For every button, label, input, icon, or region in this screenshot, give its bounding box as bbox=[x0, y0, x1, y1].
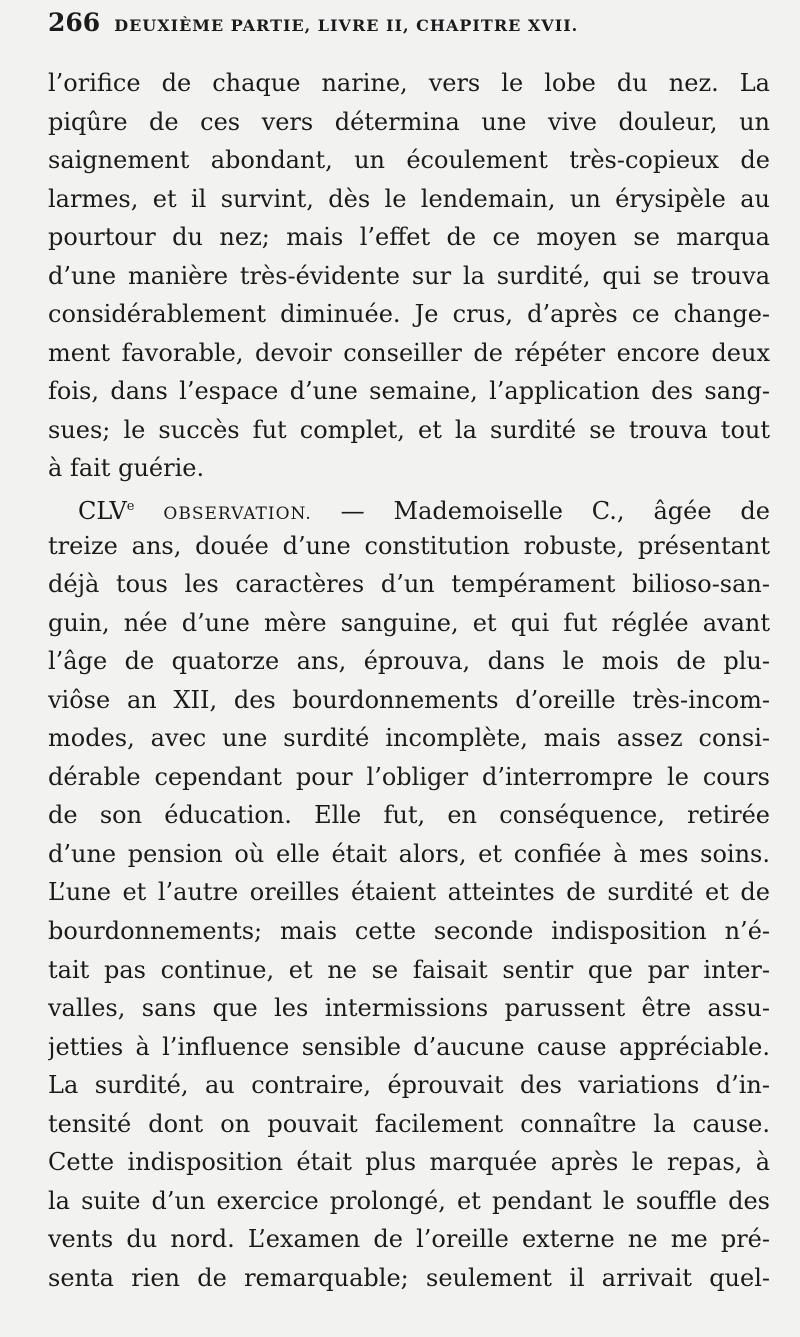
text-line: tait pas continue, et ne se faisait sentir que par inter- bbox=[48, 955, 770, 984]
text-line: tensité dont on pouvait facilement connaître la cause. bbox=[48, 1109, 770, 1138]
observation-intro: — Mademoiselle C., âgée de bbox=[340, 497, 770, 526]
text-line: ment favorable, devoir conseiller de répéter encore deux bbox=[48, 338, 770, 367]
text-line: pourtour du nez; mais l’effet de ce moyen se marqua bbox=[48, 223, 770, 252]
text-line: saignement abondant, un écoulement très-copieux de bbox=[48, 146, 770, 175]
observation-number: CLVe bbox=[78, 497, 135, 526]
text-line: la suite d’un exercice prolongé, et pendant le souffle des bbox=[48, 1186, 770, 1215]
text-line: sues; le succès fut complet, et la surdité se trouva tout bbox=[48, 415, 770, 444]
paragraph-2 bbox=[48, 488, 770, 1297]
text-line: considérablement diminuée. Je crus, d’après ce change- bbox=[48, 300, 770, 329]
text-line: l’âge de quatorze ans, éprouva, dans le mois de plu- bbox=[48, 647, 770, 676]
paragraph-1 bbox=[48, 64, 770, 488]
running-head: DEUXIÈME PARTIE, LIVRE II, CHAPITRE XVII. bbox=[114, 16, 579, 35]
text-line: d’une manière très-évidente sur la surdité, qui se trouva bbox=[48, 261, 770, 290]
text-line: fois, dans l’espace d’une semaine, l’application des sang- bbox=[48, 377, 770, 406]
text-line: de son éducation. Elle fut, en conséquence, retirée bbox=[48, 801, 770, 830]
text-line: modes, avec une surdité incomplète, mais assez consi- bbox=[48, 724, 770, 753]
text-line: vents du nord. L’examen de l’oreille externe ne me pré- bbox=[48, 1225, 770, 1254]
text-line: L’une et l’autre oreilles étaient atteintes de surdité et de bbox=[48, 878, 770, 907]
text-line: jetties à l’influence sensible d’aucune cause appréciable. bbox=[48, 1032, 770, 1061]
text-line: dérable cependant pour l’obliger d’interrompre le cours bbox=[48, 762, 770, 791]
text-line: larmes, et il survint, dès le lendemain, un érysipèle au bbox=[48, 184, 770, 213]
text-line: senta rien de remarquable; seulement il arrivait quel- bbox=[48, 1263, 770, 1292]
page-header bbox=[48, 8, 770, 52]
text-line: Cette indisposition était plus marquée après le repas, à bbox=[48, 1148, 770, 1177]
text-line: d’une pension où elle était alors, et confiée à mes soins. bbox=[48, 839, 770, 868]
text-line: treize ans, douée d’une constitution robuste, présentant bbox=[48, 531, 770, 560]
text-line: déjà tous les caractères d’un tempérament bilioso-san- bbox=[48, 570, 770, 599]
text-line: l’orifice de chaque narine, vers le lobe du nez. La bbox=[48, 69, 770, 97]
body-text bbox=[48, 64, 770, 1298]
text-line: à fait guérie. bbox=[48, 454, 205, 483]
text-line: La surdité, au contraire, éprouvait des variations d’in- bbox=[48, 1071, 770, 1100]
text-line: guin, née d’une mère sanguine, et qui fut réglée avant bbox=[48, 608, 770, 637]
observation-label: OBSERVATION. bbox=[163, 504, 312, 525]
text-line: valles, sans que les intermissions parussent être assu- bbox=[48, 994, 770, 1023]
text-line: viôse an XII, des bourdonnements d’oreille très-incom- bbox=[48, 685, 770, 714]
text-line: piqûre de ces vers détermina une vive douleur, un bbox=[48, 107, 770, 136]
page-number: 266 bbox=[48, 8, 101, 37]
text-line: bourdonnements; mais cette seconde indisposition n’é- bbox=[48, 917, 770, 946]
observation-heading-line bbox=[48, 488, 770, 527]
